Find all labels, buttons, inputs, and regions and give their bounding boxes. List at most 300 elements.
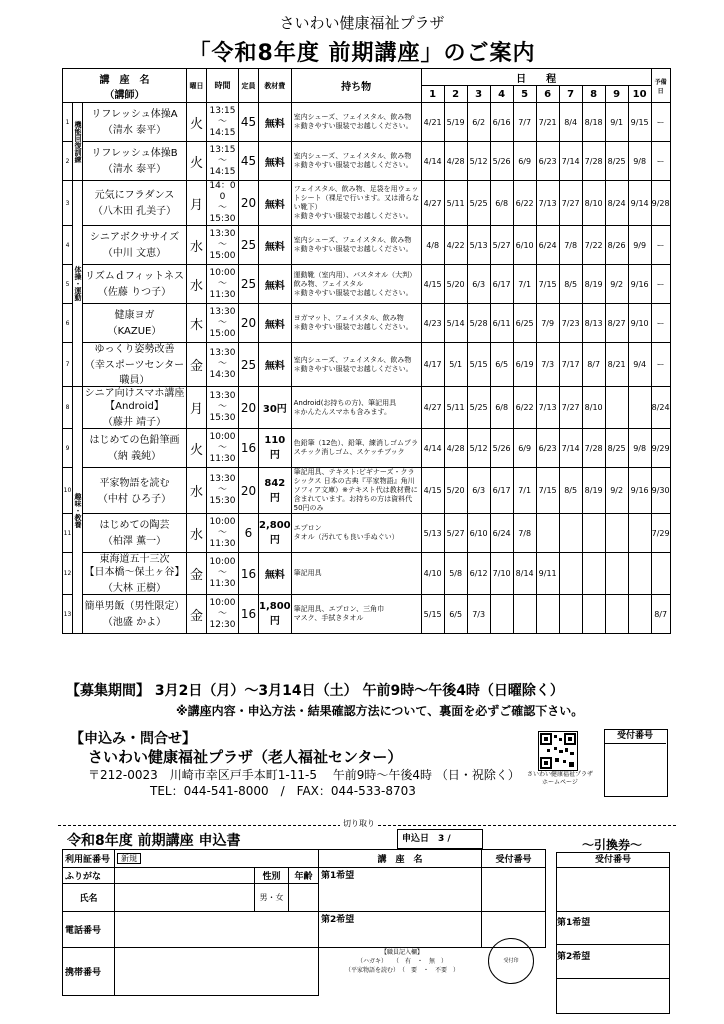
course-capacity: 16 <box>239 595 259 634</box>
course-name-cell <box>83 343 187 387</box>
items-note: ＊動きやすい服装でお越しください。 <box>293 161 413 169</box>
name-label: 氏名 <box>63 884 115 912</box>
course-fee: 無料 <box>259 304 292 343</box>
session-date: 4/10 <box>421 553 444 595</box>
extra-date: ー <box>651 226 670 265</box>
col-capacity: 定員 <box>239 69 259 103</box>
course-items <box>291 304 421 343</box>
course-items <box>291 181 421 226</box>
session-date: 7/1 <box>513 265 536 304</box>
course-row <box>63 468 671 514</box>
course-fee: 1,800 円 <box>259 595 292 634</box>
session-date: 7/13 <box>536 181 559 226</box>
course-instructor: （中村 ひろ子） <box>97 493 172 505</box>
course-row <box>63 226 671 265</box>
course-items <box>291 343 421 387</box>
course-fee: 無料 <box>259 553 292 595</box>
session-date: 6/10 <box>513 226 536 265</box>
course-items <box>291 387 421 429</box>
course-items <box>291 514 421 553</box>
session-date: 7/17 <box>559 343 582 387</box>
session-date: 6/17 <box>490 265 513 304</box>
items-text: 筆記用具 <box>293 569 322 577</box>
session-date: 9/14 <box>628 181 651 226</box>
session-date: 5/1 <box>444 343 467 387</box>
course-fee: 842 円 <box>259 468 292 514</box>
session-date: 4/8 <box>421 226 444 265</box>
session-date: 7/27 <box>559 387 582 429</box>
session-date: 5/12 <box>467 429 490 468</box>
furigana-field[interactable] <box>115 868 255 884</box>
course-name-cell <box>83 514 187 553</box>
session-date: 5/15 <box>467 343 490 387</box>
session-date: 4/15 <box>421 265 444 304</box>
org-name: さいわい健康福祉プラザ <box>279 14 445 32</box>
session-date: 5/12 <box>467 142 490 181</box>
exchange-ticket <box>556 852 670 1014</box>
course-number: 12 <box>63 553 73 595</box>
col-extra: 予備日 <box>651 69 670 103</box>
session-date <box>628 595 651 634</box>
session-date <box>628 514 651 553</box>
course-capacity: 20 <box>239 387 259 429</box>
course-items <box>291 468 421 514</box>
course-row <box>63 304 671 343</box>
course-day: 水 <box>187 265 207 304</box>
course-instructor: （佐藤 りつ子） <box>97 287 172 298</box>
gender-field[interactable]: 男・女 <box>255 884 289 912</box>
session-date: 9/2 <box>605 265 628 304</box>
items-note: ＊動きやすい服装でお越しください。 <box>293 288 413 297</box>
course-time: 10:00 ～ 11:30 <box>207 553 239 595</box>
session-date: 4/28 <box>444 429 467 468</box>
session-date: 7/28 <box>582 142 605 181</box>
exchange-receipt-field <box>557 867 669 912</box>
items-text: 室内シューズ、フェイスタル、飲み物 <box>293 236 412 244</box>
session-date: 8/5 <box>559 265 582 304</box>
course-fee: 無料 <box>259 265 292 304</box>
session-date <box>513 595 536 634</box>
course-time: 13:15 ～ 14:15 <box>207 142 239 181</box>
items-note: ＊動きやすい服装でお越しください。 <box>293 323 413 331</box>
session-date: 7/15 <box>536 468 559 514</box>
session-date: 5/13 <box>467 226 490 265</box>
session-date: 4/15 <box>421 468 444 514</box>
course-row <box>63 429 671 468</box>
session-date: 5/15 <box>421 595 444 634</box>
session-date: 9/10 <box>628 304 651 343</box>
receipt-number-label: 受付番号 <box>604 729 666 744</box>
course-number: 9 <box>63 429 73 468</box>
extra-date: ー <box>651 304 670 343</box>
exchange-choice2: 第2希望 <box>557 945 669 979</box>
session-date: 7/3 <box>467 595 490 634</box>
session-date <box>605 595 628 634</box>
session-date: 8/18 <box>582 103 605 142</box>
session-date: 4/14 <box>421 429 444 468</box>
phone-label: 電話番号 <box>63 912 115 948</box>
session-date <box>605 387 628 429</box>
session-date: 8/26 <box>605 226 628 265</box>
session-date: 7/1 <box>513 468 536 514</box>
course-name: リズムｄフィットネス <box>85 271 184 282</box>
age-label: 年齢 <box>289 868 319 884</box>
course-instructor: （KAZUE） <box>107 326 162 337</box>
session-date: 6/2 <box>467 103 490 142</box>
cut-label: 切り取り <box>340 818 378 829</box>
period-note: ※講座内容・申込方法・結果確認方法について、裏面を必ずご確認下さい。 <box>176 704 584 718</box>
session-date <box>559 595 582 634</box>
session-date: 7/8 <box>559 226 582 265</box>
course-day: 水 <box>187 468 207 514</box>
course-fee: 無料 <box>259 181 292 226</box>
course-name-cell <box>83 595 187 634</box>
session-date: 5/27 <box>444 514 467 553</box>
session-date: 5/13 <box>421 514 444 553</box>
course-number: 10 <box>63 468 73 514</box>
extra-date: ー <box>651 142 670 181</box>
course-number: 3 <box>63 181 73 226</box>
exchange-receipt-label: 受付番号 <box>557 853 669 868</box>
session-date: 6/5 <box>444 595 467 634</box>
extra-date: ー <box>651 265 670 304</box>
course-fee: 無料 <box>259 142 292 181</box>
session-date <box>536 514 559 553</box>
session-date: 6/22 <box>513 387 536 429</box>
contact-tel: TEL：044-541-8000 / FAX：044-533-8703 <box>150 784 416 798</box>
col-7: 7 <box>559 86 582 103</box>
session-date: 5/26 <box>490 142 513 181</box>
extra-date: 9/28 <box>651 181 670 226</box>
course-day: 金 <box>187 595 207 634</box>
session-date: 6/24 <box>490 514 513 553</box>
session-date: 9/8 <box>628 142 651 181</box>
course-capacity: 25 <box>239 226 259 265</box>
course-items <box>291 553 421 595</box>
course-time: 10:00 ～ 12:30 <box>207 595 239 634</box>
course-name: 健康ヨガ <box>114 310 155 321</box>
course-capacity: 16 <box>239 429 259 468</box>
session-date: 5/25 <box>467 181 490 226</box>
course-time: 13:30 ～ 15:30 <box>207 468 239 514</box>
col-3: 3 <box>467 86 490 103</box>
session-date <box>628 553 651 595</box>
items-text: 筆記用具、テキスト:ビギナーズ・クラシックス 日本の古典『平家物語』角川ソフィア文庫）※テキスト代は教材費に含まれています。お持ちの方は資料代 50円のみ <box>293 468 418 512</box>
course-capacity: 20 <box>239 304 259 343</box>
session-date: 4/17 <box>421 343 444 387</box>
col-10: 10 <box>628 86 651 103</box>
session-date: 6/11 <box>490 304 513 343</box>
name-field[interactable] <box>115 884 255 912</box>
extra-date: 9/29 <box>651 429 670 468</box>
age-field[interactable] <box>289 884 319 912</box>
session-date: 9/4 <box>628 343 651 387</box>
application-period: 【募集期間】 3月2日（月）～3月14日（土） 午前9時～午後4時（日曜除く） <box>66 683 564 699</box>
application-date[interactable]: 申込日 3 / <box>397 829 483 849</box>
course-name-cell <box>83 226 187 265</box>
form-receipt-col: 受付番号 <box>482 850 546 868</box>
items-text: 室内シューズ、フェイスタル、飲み物 <box>293 152 412 160</box>
session-date: 5/20 <box>444 468 467 514</box>
session-date: 6/5 <box>490 343 513 387</box>
course-day: 火 <box>187 429 207 468</box>
course-row <box>63 343 671 387</box>
course-number: 6 <box>63 304 73 343</box>
session-date: 9/16 <box>628 468 651 514</box>
session-date: 6/17 <box>490 468 513 514</box>
items-text: 室内シューズ、フェイスタル、飲み物 <box>293 355 412 364</box>
course-name: リフレッシュ体操B <box>91 148 178 159</box>
session-date <box>559 514 582 553</box>
items-note: ＊動きやすい服装でお越しください。 <box>293 245 413 253</box>
session-date: 7/21 <box>536 103 559 142</box>
mobile-field[interactable] <box>115 948 319 996</box>
staff-notes: 【職員記入欄】 （ハガキ） （ 有 ・ 無 ） （平家物語を読む） （ 要 ・ 不要 ） <box>344 949 459 974</box>
furigana-label: ふりがな <box>63 868 115 884</box>
session-date: 8/21 <box>605 343 628 387</box>
course-fee: 30円 <box>259 387 292 429</box>
course-capacity: 20 <box>239 181 259 226</box>
session-date: 4/21 <box>421 103 444 142</box>
items-note: ＊動きやすい服装でお越しください。 <box>293 122 413 130</box>
course-capacity: 25 <box>239 343 259 387</box>
col-1: 1 <box>421 86 444 103</box>
session-date: 7/14 <box>559 142 582 181</box>
session-date: 4/14 <box>421 142 444 181</box>
course-time: 13:30 ～ 14:30 <box>207 343 239 387</box>
session-date: 8/24 <box>605 181 628 226</box>
course-row <box>63 142 671 181</box>
course-row <box>63 514 671 553</box>
course-row <box>63 181 671 226</box>
items-text: ヨガマット、フェイスタル、飲み物 <box>293 314 404 322</box>
contact-heading: 【申込み・問合せ】 <box>70 731 196 747</box>
session-date: 9/9 <box>628 226 651 265</box>
course-name: シニア向けスマホ講座 【Android】 <box>84 388 185 412</box>
course-number: 5 <box>63 265 73 304</box>
col-4: 4 <box>490 86 513 103</box>
items-note: タオル（汚れても良い手ぬぐい） <box>293 533 399 541</box>
session-date: 5/8 <box>444 553 467 595</box>
course-instructor: （清水 泰平） <box>102 125 167 136</box>
course-time: 13:15 ～ 14:15 <box>207 103 239 142</box>
course-name: 平家物語を読む <box>99 477 170 489</box>
course-instructor: （柏澤 薫一） <box>102 536 167 547</box>
extra-date: ー <box>651 343 670 387</box>
session-date: 4/23 <box>421 304 444 343</box>
course-items <box>291 265 421 304</box>
session-date: 6/16 <box>490 103 513 142</box>
course-name-cell <box>83 553 187 595</box>
course-instructor: （清水 泰平） <box>102 164 167 175</box>
session-date: 6/24 <box>536 226 559 265</box>
items-note: ＊動きやすい服装でお越しください。 <box>293 212 413 220</box>
course-fee: 110 円 <box>259 429 292 468</box>
choice1-receipt <box>482 868 546 912</box>
choice2-field[interactable]: 第2希望 <box>319 912 482 948</box>
col-schedule: 日 程 <box>421 69 651 86</box>
session-date: 8/19 <box>582 265 605 304</box>
col-6: 6 <box>536 86 559 103</box>
session-date: 8/4 <box>559 103 582 142</box>
course-time: 10:00 ～ 11:30 <box>207 429 239 468</box>
session-date: 6/9 <box>513 142 536 181</box>
session-date: 8/7 <box>582 343 605 387</box>
session-date <box>605 553 628 595</box>
session-date: 8/19 <box>582 468 605 514</box>
course-name: 東海道五十三次 【日本橋～保土ヶ谷】 <box>84 554 185 578</box>
session-date: 9/16 <box>628 265 651 304</box>
card-number-field[interactable]: 新規 <box>115 850 319 868</box>
course-instructor: （八木田 孔美子） <box>92 206 177 217</box>
session-date <box>582 595 605 634</box>
session-date <box>536 595 559 634</box>
course-name: 元気にフラダンス <box>94 190 175 201</box>
course-instructor: （納 義純） <box>107 451 162 462</box>
session-date: 8/5 <box>559 468 582 514</box>
course-row <box>63 595 671 634</box>
contact-name: さいわい健康福祉プラザ（老人福祉センター） <box>88 748 403 766</box>
course-fee: 無料 <box>259 103 292 142</box>
session-date: 6/22 <box>513 181 536 226</box>
category-label: 機能回復訓練 <box>73 103 83 181</box>
course-capacity: 45 <box>239 103 259 142</box>
stamp-circle: 受付印 <box>488 938 534 984</box>
session-date: 8/13 <box>582 304 605 343</box>
course-name: はじめての陶芸 <box>99 520 170 531</box>
course-instructor: （幸スポーツセンター職員） <box>84 360 185 386</box>
course-name-cell <box>83 387 187 429</box>
course-day: 月 <box>187 181 207 226</box>
course-capacity: 20 <box>239 468 259 514</box>
session-date: 6/25 <box>513 304 536 343</box>
gender-label: 性別 <box>255 868 289 884</box>
session-date: 5/11 <box>444 181 467 226</box>
course-time: 10:00 ～ 11:30 <box>207 514 239 553</box>
contact-address: 〒212-0023 川崎市幸区戸手本町1-11-5 午前9時～午後4時 （日・祝除く） <box>88 768 520 782</box>
session-date: 5/26 <box>490 429 513 468</box>
course-items <box>291 103 421 142</box>
course-name: ゆっくり姿勢改善 <box>94 344 175 355</box>
col-time: 時間 <box>207 69 239 103</box>
course-name: シニアボクササイズ <box>89 232 180 243</box>
session-date: 8/10 <box>582 181 605 226</box>
session-date: 7/13 <box>536 387 559 429</box>
course-number: 1 <box>63 103 73 142</box>
course-name: 簡単男飯（男性限定） <box>84 601 185 612</box>
mobile-label: 携帯番号 <box>63 948 115 996</box>
session-date: 7/27 <box>559 181 582 226</box>
session-date: 4/28 <box>444 142 467 181</box>
session-date: 9/15 <box>628 103 651 142</box>
choice1-field[interactable]: 第1希望 <box>319 868 482 912</box>
session-date: 7/22 <box>582 226 605 265</box>
course-time: 13:30 ～ 15:00 <box>207 226 239 265</box>
course-row <box>63 387 671 429</box>
course-name-cell <box>83 304 187 343</box>
items-text: Android(お持ちの方)、筆記用具 <box>293 398 397 407</box>
session-date: 7/10 <box>490 553 513 595</box>
course-instructor: （藤井 靖子） <box>102 417 167 428</box>
category-label: 趣味・教養 <box>73 387 83 634</box>
course-day: 水 <box>187 514 207 553</box>
session-date: 6/12 <box>467 553 490 595</box>
course-number: 8 <box>63 387 73 429</box>
course-instructor: （池盛 かよ） <box>102 617 167 628</box>
exchange-choice1: 第1希望 <box>557 911 669 945</box>
phone-field[interactable] <box>115 912 319 948</box>
session-date: 6/9 <box>513 429 536 468</box>
course-instructor: （中川 文恵） <box>102 248 167 259</box>
exchange-title: ～引換券～ <box>581 838 642 852</box>
session-date: 6/19 <box>513 343 536 387</box>
course-name-cell <box>83 265 187 304</box>
session-date: 7/3 <box>536 343 559 387</box>
session-date: 6/23 <box>536 429 559 468</box>
col-course: 講 座 名 （講師） <box>63 69 187 103</box>
items-text: 運動靴（室内用）、バスタオル（大判）飲み物、フェイスタル <box>293 270 417 288</box>
session-date <box>559 553 582 595</box>
extra-date: 8/7 <box>651 595 670 634</box>
course-number: 2 <box>63 142 73 181</box>
col-5: 5 <box>513 86 536 103</box>
extra-date <box>651 553 670 595</box>
items-text: エプロン <box>293 524 322 532</box>
session-date: 7/23 <box>559 304 582 343</box>
course-capacity: 25 <box>239 265 259 304</box>
course-capacity: 6 <box>239 514 259 553</box>
course-row <box>63 553 671 595</box>
course-number: 4 <box>63 226 73 265</box>
session-date: 8/27 <box>605 304 628 343</box>
session-date: 9/11 <box>536 553 559 595</box>
session-date: 9/8 <box>628 429 651 468</box>
qr-code[interactable] <box>538 731 578 771</box>
session-date: 5/11 <box>444 387 467 429</box>
qr-caption: さいわい健康福祉プラザ ホームページ <box>526 771 593 786</box>
form-course-col: 講 座 名 <box>319 850 482 868</box>
course-number: 13 <box>63 595 73 634</box>
session-date: 5/27 <box>490 226 513 265</box>
course-time: 10:00 ～ 11:30 <box>207 265 239 304</box>
items-text: 筆記用具、エプロン、三角巾 <box>293 605 385 613</box>
items-note: ＊動きやすい服装でお越しください。 <box>293 364 413 373</box>
session-date: 6/3 <box>467 265 490 304</box>
session-date: 5/20 <box>444 265 467 304</box>
course-fee: 無料 <box>259 343 292 387</box>
session-date: 7/9 <box>536 304 559 343</box>
col-fee: 教材費 <box>259 69 292 103</box>
items-note: マスク、手拭きタオル <box>293 614 364 622</box>
col-9: 9 <box>605 86 628 103</box>
course-fee: 2,800 円 <box>259 514 292 553</box>
course-name-cell <box>83 468 187 514</box>
session-date: 8/14 <box>513 553 536 595</box>
course-name-cell <box>83 429 187 468</box>
session-date: 8/25 <box>605 142 628 181</box>
course-capacity: 45 <box>239 142 259 181</box>
session-date: 7/7 <box>513 103 536 142</box>
course-name-cell <box>83 181 187 226</box>
course-number: 7 <box>63 343 73 387</box>
page-title: 「令和8年度 前期講座」のご案内 <box>188 41 536 66</box>
course-time: 14：0 0 ～ 15:30 <box>207 181 239 226</box>
items-note: ＊かんたんスマホも含みます。 <box>293 407 391 416</box>
course-items <box>291 142 421 181</box>
category-label: 体操・運動 <box>73 181 83 387</box>
session-date <box>605 514 628 553</box>
session-date: 4/27 <box>421 181 444 226</box>
